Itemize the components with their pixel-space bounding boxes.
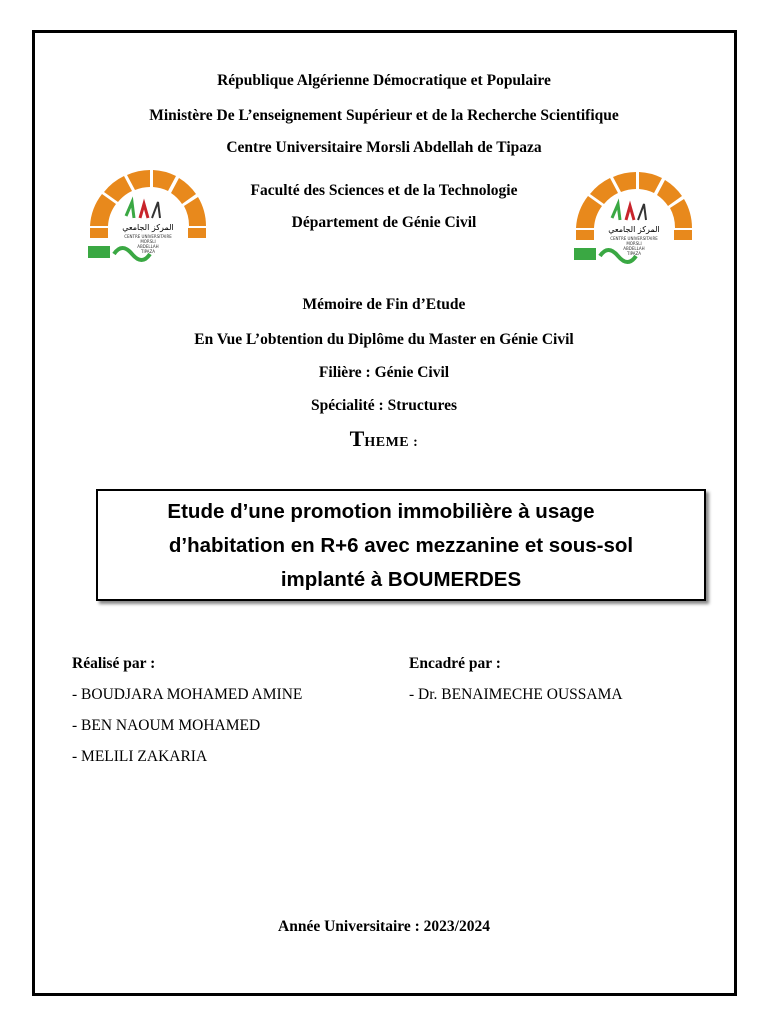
svg-text:TIPAZA: TIPAZA xyxy=(627,251,641,256)
diploma-line: En Vue L’obtention du Diplôme du Master en Génie Civil xyxy=(194,331,574,348)
faculty-line: Faculté des Sciences et de la Technologie xyxy=(250,182,518,199)
svg-text:CENTRE UNIVERSITAIRE: CENTRE UNIVERSITAIRE xyxy=(124,234,172,239)
author-name: - BOUDJARA MOHAMED AMINE xyxy=(72,686,303,703)
thesis-title-line-2: d’habitation en R+6 avec mezzanine et sous-sol xyxy=(168,534,634,557)
supervisor-block xyxy=(409,648,623,710)
svg-text:ABDELLAH: ABDELLAH xyxy=(623,246,645,251)
specialite-line: Spécialité : Structures xyxy=(310,397,458,414)
filiere-line: Filière : Génie Civil xyxy=(318,364,450,381)
logo-arabic-text: المركز الجامعي xyxy=(122,223,174,232)
svg-text:TIPAZA: TIPAZA xyxy=(141,249,155,254)
author-name: - BEN NAOUM MOHAMED xyxy=(72,717,261,734)
svg-text:MORSLI: MORSLI xyxy=(626,241,642,246)
authors-block xyxy=(72,648,302,772)
thesis-title-line-3: implanté à BOUMERDES xyxy=(280,568,522,591)
logo-arabic-text: المركز الجامعي xyxy=(608,225,660,234)
author-name: - MELILI ZAKARIA xyxy=(72,748,208,765)
ministry-line: Ministère De L’enseignement Supérieur et de la Recherche Scientifique xyxy=(149,107,619,124)
thesis-title-box xyxy=(96,489,706,601)
svg-text:ABDELLAH: ABDELLAH xyxy=(137,244,159,249)
svg-text:MORSLI: MORSLI xyxy=(140,239,156,244)
university-line: Centre Universitaire Morsli Abdellah de Tipaza xyxy=(226,139,542,156)
department-line: Département de Génie Civil xyxy=(291,214,477,231)
svg-text:CENTRE UNIVERSITAIRE: CENTRE UNIVERSITAIRE xyxy=(610,236,658,241)
memoire-title: Mémoire de Fin d’Etude xyxy=(302,296,466,313)
authors-heading: Réalisé par : xyxy=(72,655,156,672)
republic-line: République Algérienne Démocratique et Populaire xyxy=(217,72,551,89)
academic-year: Année Universitaire : 2023/2024 xyxy=(278,918,490,935)
university-logo-right xyxy=(568,168,698,268)
supervisor-name: - Dr. BENAIMECHE OUSSAMA xyxy=(409,686,623,703)
university-logo-left xyxy=(82,166,212,266)
supervisor-heading: Encadré par : xyxy=(409,655,501,672)
theme-label: THEME : xyxy=(349,426,419,451)
thesis-title-line-1: Etude d’une promotion immobilière à usage xyxy=(167,500,595,523)
